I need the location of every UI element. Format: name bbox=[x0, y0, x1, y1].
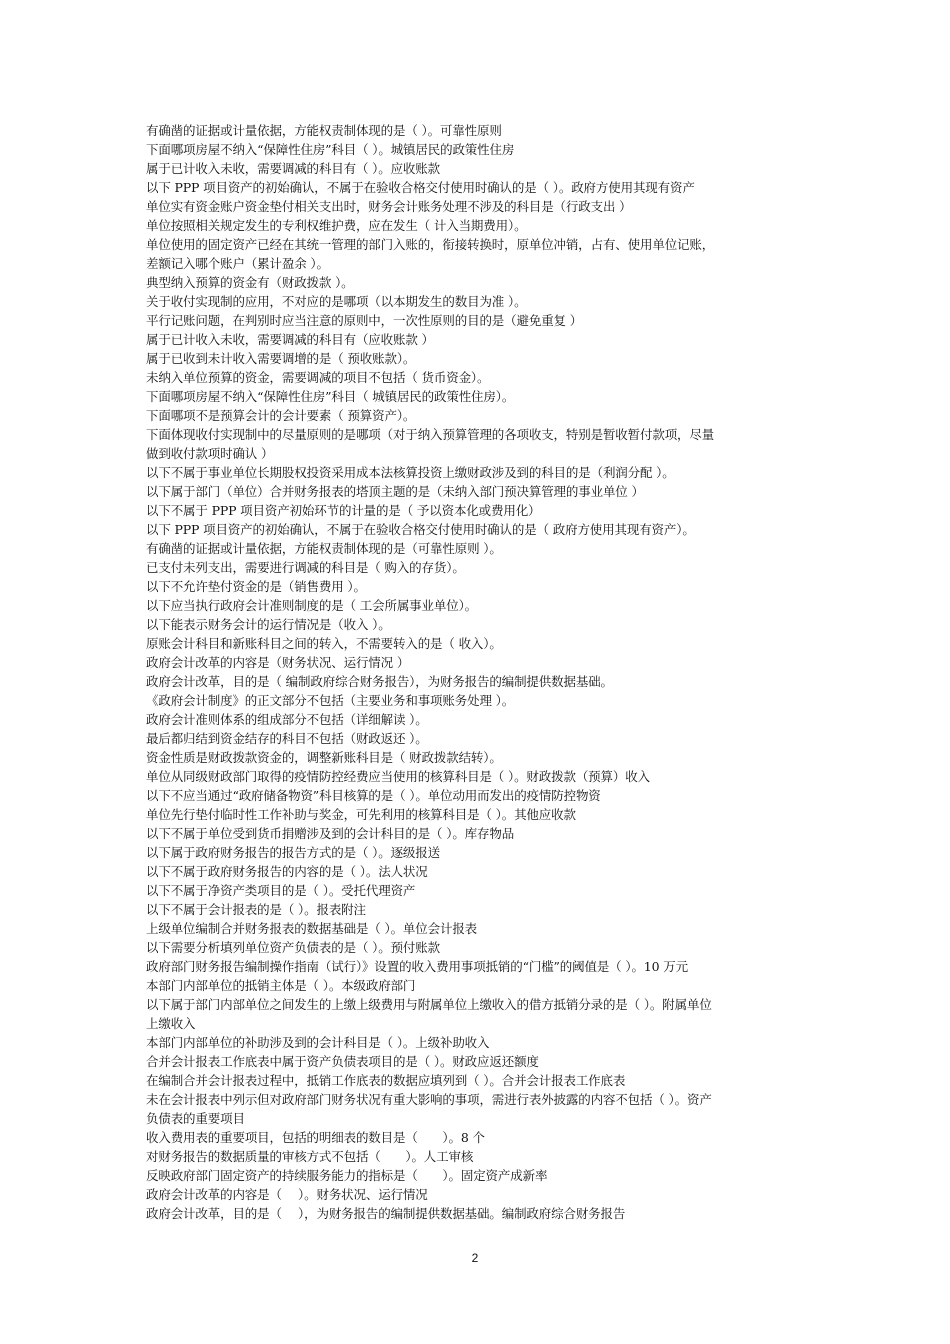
text-line: 单位实有资金账户资金垫付相关支出时，财务会计账务处理不涉及的科目是（行政支出 ） bbox=[146, 199, 632, 214]
text-line: 以下属于政府财务报告的报告方式的是（ ）。逐级报送 bbox=[146, 845, 440, 860]
text-line: 以下 PPP 项目资产的初始确认，不属于在验收合格交付使用时确认的是（ ）。政府方使用其现有资产 bbox=[146, 180, 695, 195]
text-line: 典型纳入预算的资金有（财政拨款 ）。 bbox=[146, 275, 354, 290]
text-line: 以下不属于 PPP 项目资产初始环节的计量的是（ 予以资本化或费用化） bbox=[146, 503, 541, 518]
text-line: 未纳入单位预算的资金，需要调减的项目不包括（ 货币资金）。 bbox=[146, 370, 490, 385]
text-line: 单位按照相关规定发生的专利权维护费，应在发生（ 计入当期费用）。 bbox=[146, 218, 527, 233]
text-line: 属于已计收入未收，需要调减的科目有（应收账款 ） bbox=[146, 332, 434, 347]
text-line: 单位从同级财政部门取得的疫情防控经费应当使用的核算科目是（ ）。财政拨款（预算）收入 bbox=[146, 769, 650, 784]
text-line: 上缴收入 bbox=[146, 1016, 196, 1031]
text-line: 政府部门财务报告编制操作指南（试行）》设置的收入费用事项抵销的“门槛”的阈值是（ ）。10 万元 bbox=[146, 959, 688, 974]
text-line: 资金性质是财政拨款资金的，调整新账科目是（ 财政拨款结转）。 bbox=[146, 750, 502, 765]
text-line: 下面体现收付实现制中的尽量原则的是哪项（对于纳入预算管理的各项收支，特别是暂收暂付款项，尽量 bbox=[146, 427, 715, 442]
text-line: 本部门内部单位的补助涉及到的会计科目是（ ）。上级补助收入 bbox=[146, 1035, 490, 1050]
text-line: 政府会计准则体系的组成部分不包括（详细解读 ）。 bbox=[146, 712, 428, 727]
text-line: 以下不应当通过“政府储备物资”科目核算的是（ ）。单位动用而发出的疫情防控物资 bbox=[146, 788, 601, 803]
text-line: 以下不允许垫付资金的是（销售费用 ）。 bbox=[146, 579, 366, 594]
text-line: 政府会计改革，目的是（ ），为财务报告的编制提供数据基础。编制政府综合财务报告 bbox=[146, 1206, 626, 1221]
text-line: 差额记入哪个账户（累计盈余 ）。 bbox=[146, 256, 329, 271]
text-line: 以下不属于会计报表的是（ ）。报表附注 bbox=[146, 902, 366, 917]
text-line: 以下不属于政府财务报告的内容的是（ ）。法人状况 bbox=[146, 864, 428, 879]
text-line: 以下不属于单位受到货币捐赠涉及到的会计科目的是（ ）。库存物品 bbox=[146, 826, 515, 841]
text-line: 下面哪项房屋不纳入“保障性住房”科目（ ）。城镇居民的政策性住房 bbox=[146, 142, 515, 157]
text-line: 未在会计报表中列示但对政府部门财务状况有重大影响的事项，需进行表外披露的内容不包括（ ）。资产 bbox=[146, 1092, 712, 1107]
text-line: 属于已收到未计收入需要调增的是（ 预收账款）。 bbox=[146, 351, 416, 366]
text-line: 以下属于部门内部单位之间发生的上缴上级费用与附属单位上缴收入的借方抵销分录的是（ ）。附属单位 bbox=[146, 997, 712, 1012]
text-line: 以下应当执行政府会计准则制度的是（ 工会所属事业单位）。 bbox=[146, 598, 478, 613]
text-line: 已支付未列支出，需要进行调减的科目是（ 购入的存货）。 bbox=[146, 560, 465, 575]
text-line: 政府会计改革，目的是（ 编制政府综合财务报告），为财务报告的编制提供数据基础。 bbox=[146, 674, 613, 689]
text-line: 政府会计改革的内容是（财务状况、运行情况 ） bbox=[146, 655, 410, 670]
text-line: 下面哪项房屋不纳入“保障性住房”科目（ 城镇居民的政策性住房）。 bbox=[146, 389, 515, 404]
text-line: 上级单位编制合并财务报表的数据基础是（ ）。单位会计报表 bbox=[146, 921, 478, 936]
text-line: 有确凿的证据或计量依据，方能权责制体现的是（可靠性原则 ）。 bbox=[146, 541, 502, 556]
text-line: 属于已计收入未收，需要调减的科目有（ ）。应收账款 bbox=[146, 161, 440, 176]
text-line: 以下需要分析填列单位资产负债表的是（ ）。预付账款 bbox=[146, 940, 440, 955]
text-line: 单位使用的固定资产已经在其统一管理的部门入账的，衔接转换时，原单位冲销，占有、使用单位记账， bbox=[146, 237, 715, 252]
text-line: 合并会计报表工作底表中属于资产负债表项目的是（ ）。财政应返还额度 bbox=[146, 1054, 539, 1069]
text-line: 在编制合并会计报表过程中，抵销工作底表的数据应填列到（ ）。合并会计报表工作底表 bbox=[146, 1073, 626, 1088]
text-line: 以下不属于事业单位长期股权投资采用成本法核算投资上缴财政涉及到的科目的是（利润分配 ）。 bbox=[146, 465, 675, 480]
text-line: 以下 PPP 项目资产的初始确认，不属于在验收合格交付使用时确认的是（ 政府方使用其现有资产）。 bbox=[146, 522, 695, 537]
page-number: 2 bbox=[471, 1251, 479, 1265]
text-line: 原账会计科目和新账科目之间的转入，不需要转入的是（ 收入）。 bbox=[146, 636, 502, 651]
text-line: 收入费用表的重要项目，包括的明细表的数目是（ ）。8 个 bbox=[146, 1130, 485, 1145]
document-body bbox=[146, 121, 816, 1223]
text-line: 下面哪项不是预算会计的会计要素（ 预算资产）。 bbox=[146, 408, 416, 423]
text-line: 最后都归结到资金结存的科目不包括（财政返还 ）。 bbox=[146, 731, 428, 746]
text-line: 本部门内部单位的抵销主体是（ ）。本级政府部门 bbox=[146, 978, 416, 993]
text-line: 关于收付实现制的应用，不对应的是哪项（以本期发生的数目为准 ）。 bbox=[146, 294, 527, 309]
text-line: 有确凿的证据或计量依据，方能权责制体现的是（ ）。可靠性原则 bbox=[146, 123, 502, 138]
text-line: 反映政府部门固定资产的持续服务能力的指标是（ ）。固定资产成新率 bbox=[146, 1168, 548, 1183]
text-line: 单位先行垫付临时性工作补助与奖金，可先利用的核算科目是（ ）。其他应收款 bbox=[146, 807, 576, 822]
text-line: 对财务报告的数据质量的审核方式不包括（ ）。人工审核 bbox=[146, 1149, 474, 1164]
text-line: 负债表的重要项目 bbox=[146, 1111, 245, 1126]
text-line: 平行记账问题，在判别时应当注意的原则中，一次性原则的目的是（避免重复 ） bbox=[146, 313, 583, 328]
text-line: 《政府会计制度》的正文部分不包括（主要业务和事项账务处理 ）。 bbox=[146, 693, 515, 708]
text-line: 做到收付款项时确认 ） bbox=[146, 446, 274, 461]
text-line: 政府会计改革的内容是（ ）。财务状况、运行情况 bbox=[146, 1187, 428, 1202]
text-line: 以下能表示财务会计的运行情况是（收入 ）。 bbox=[146, 617, 391, 632]
text-line: 以下属于部门（单位）合并财务报表的塔顶主题的是（未纳入部门预决算管理的事业单位 ） bbox=[146, 484, 644, 499]
text-line: 以下不属于净资产类项目的是（ ）。受托代理资产 bbox=[146, 883, 416, 898]
